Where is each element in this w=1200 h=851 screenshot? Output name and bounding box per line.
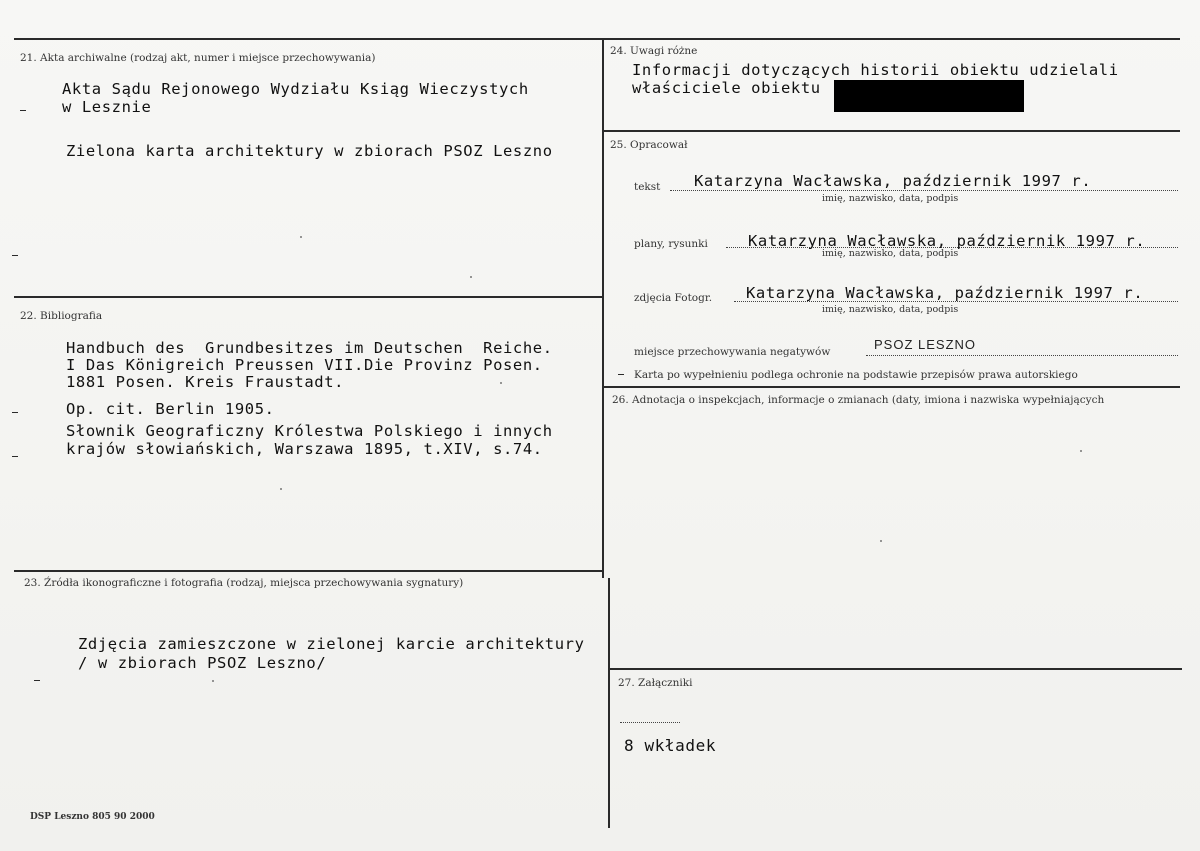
section-21-line-3: Zielona karta architektury w zbiorach PSOZ Leszno <box>66 142 553 160</box>
center-divider-upper <box>602 38 604 578</box>
author-row-photos-label: zdjęcia Fotogr. <box>634 292 713 304</box>
section-25-label: 25. Opracował <box>610 139 688 151</box>
center-divider-lower <box>608 578 610 828</box>
attachments-value: 8 wkładek <box>624 736 717 755</box>
section-24-label: 24. Uwagi różne <box>610 45 698 57</box>
rule-26-27 <box>610 668 1182 670</box>
margin-tick <box>12 255 18 256</box>
redaction-block <box>834 80 1024 112</box>
section-22-line-5: Słownik Geograficzny Królestwa Polskiego i innych <box>66 422 553 440</box>
author-row-photos-caption: imię, nazwisko, data, podpis <box>822 304 959 315</box>
author-row-drawings-label: plany, rysunki <box>634 238 708 250</box>
rule-24-25 <box>604 130 1180 132</box>
rule-22-23 <box>14 570 604 572</box>
author-row-drawings-caption: imię, nazwisko, data, podpis <box>822 248 959 259</box>
author-row-text-label: tekst <box>634 181 661 193</box>
negatives-value: PSOZ LESZNO <box>874 337 977 352</box>
section-22-label: 22. Bibliografia <box>20 310 103 322</box>
paper-speck <box>300 236 302 238</box>
author-row-text-caption: imię, nazwisko, data, podpis <box>822 193 959 204</box>
margin-tick <box>34 680 40 681</box>
section-24-line-1: Informacji dotyczących historii obiektu udzielali <box>632 61 1119 79</box>
section-22-line-2: I Das Königreich Preussen VII.Die Provinz Posen. <box>66 356 543 374</box>
paper-speck <box>1080 450 1082 452</box>
paper-speck <box>212 680 214 682</box>
section-26-label: 26. Adnotacja o inspekcjach, informacje o zmianach (daty, imiona i nazwiska wypełniających <box>612 394 1105 406</box>
negatives-label: miejsce przechowywania negatywów <box>634 346 831 358</box>
margin-tick <box>20 110 26 111</box>
paper-speck <box>280 488 282 490</box>
rule-21-22 <box>14 296 602 298</box>
margin-tick <box>12 412 18 413</box>
margin-tick <box>618 374 624 375</box>
section-22-line-4: Op. cit. Berlin 1905. <box>66 400 275 418</box>
print-footer: DSP Leszno 805 90 2000 <box>30 812 155 822</box>
section-21-line-2: w Lesznie <box>62 98 152 116</box>
section-22-line-1: Handbuch des Grundbesitzes im Deutschen Reiche. <box>66 339 553 357</box>
author-row-text-value: Katarzyna Wacławska, październik 1997 r. <box>694 172 1092 190</box>
section-22-line-3: 1881 Posen. Kreis Fraustadt. <box>66 373 345 391</box>
section-21-label: 21. Akta archiwalne (rodzaj akt, numer i miejsce przechowywania) <box>20 52 376 64</box>
margin-tick <box>12 456 18 457</box>
rule-25-26 <box>604 386 1180 388</box>
negatives-line <box>866 355 1178 356</box>
author-row-text-line <box>670 190 1178 191</box>
copyright-note: Karta po wypełnieniu podlega ochronie na podstawie przepisów prawa autorskiego <box>634 369 1078 381</box>
section-27-label: 27. Załączniki <box>618 677 693 689</box>
paper-speck <box>470 276 472 278</box>
section-23-label: 23. Źródła ikonograficzne i fotografia (rodzaj, miejsca przechowywania sygnatury) <box>24 577 464 589</box>
section-23-line-2: / w zbiorach PSOZ Leszno/ <box>78 654 327 672</box>
top-rule <box>14 38 1180 40</box>
paper-speck <box>880 540 882 542</box>
attachments-line <box>620 722 680 723</box>
section-24-line-2: właściciele obiektu <box>632 79 821 97</box>
author-row-drawings-value: Katarzyna Wacławska, październik 1997 r. <box>748 232 1146 250</box>
author-row-photos-value: Katarzyna Wacławska, październik 1997 r. <box>746 284 1144 302</box>
section-23-line-1: Zdjęcia zamieszczone w zielonej karcie architektury <box>78 635 585 653</box>
paper-speck <box>500 382 502 384</box>
section-22-line-6: krajów słowiańskich, Warszawa 1895, t.XIV, s.74. <box>66 440 543 458</box>
section-21-line-1: Akta Sądu Rejonowego Wydziału Ksiąg Wieczystych <box>62 80 529 98</box>
